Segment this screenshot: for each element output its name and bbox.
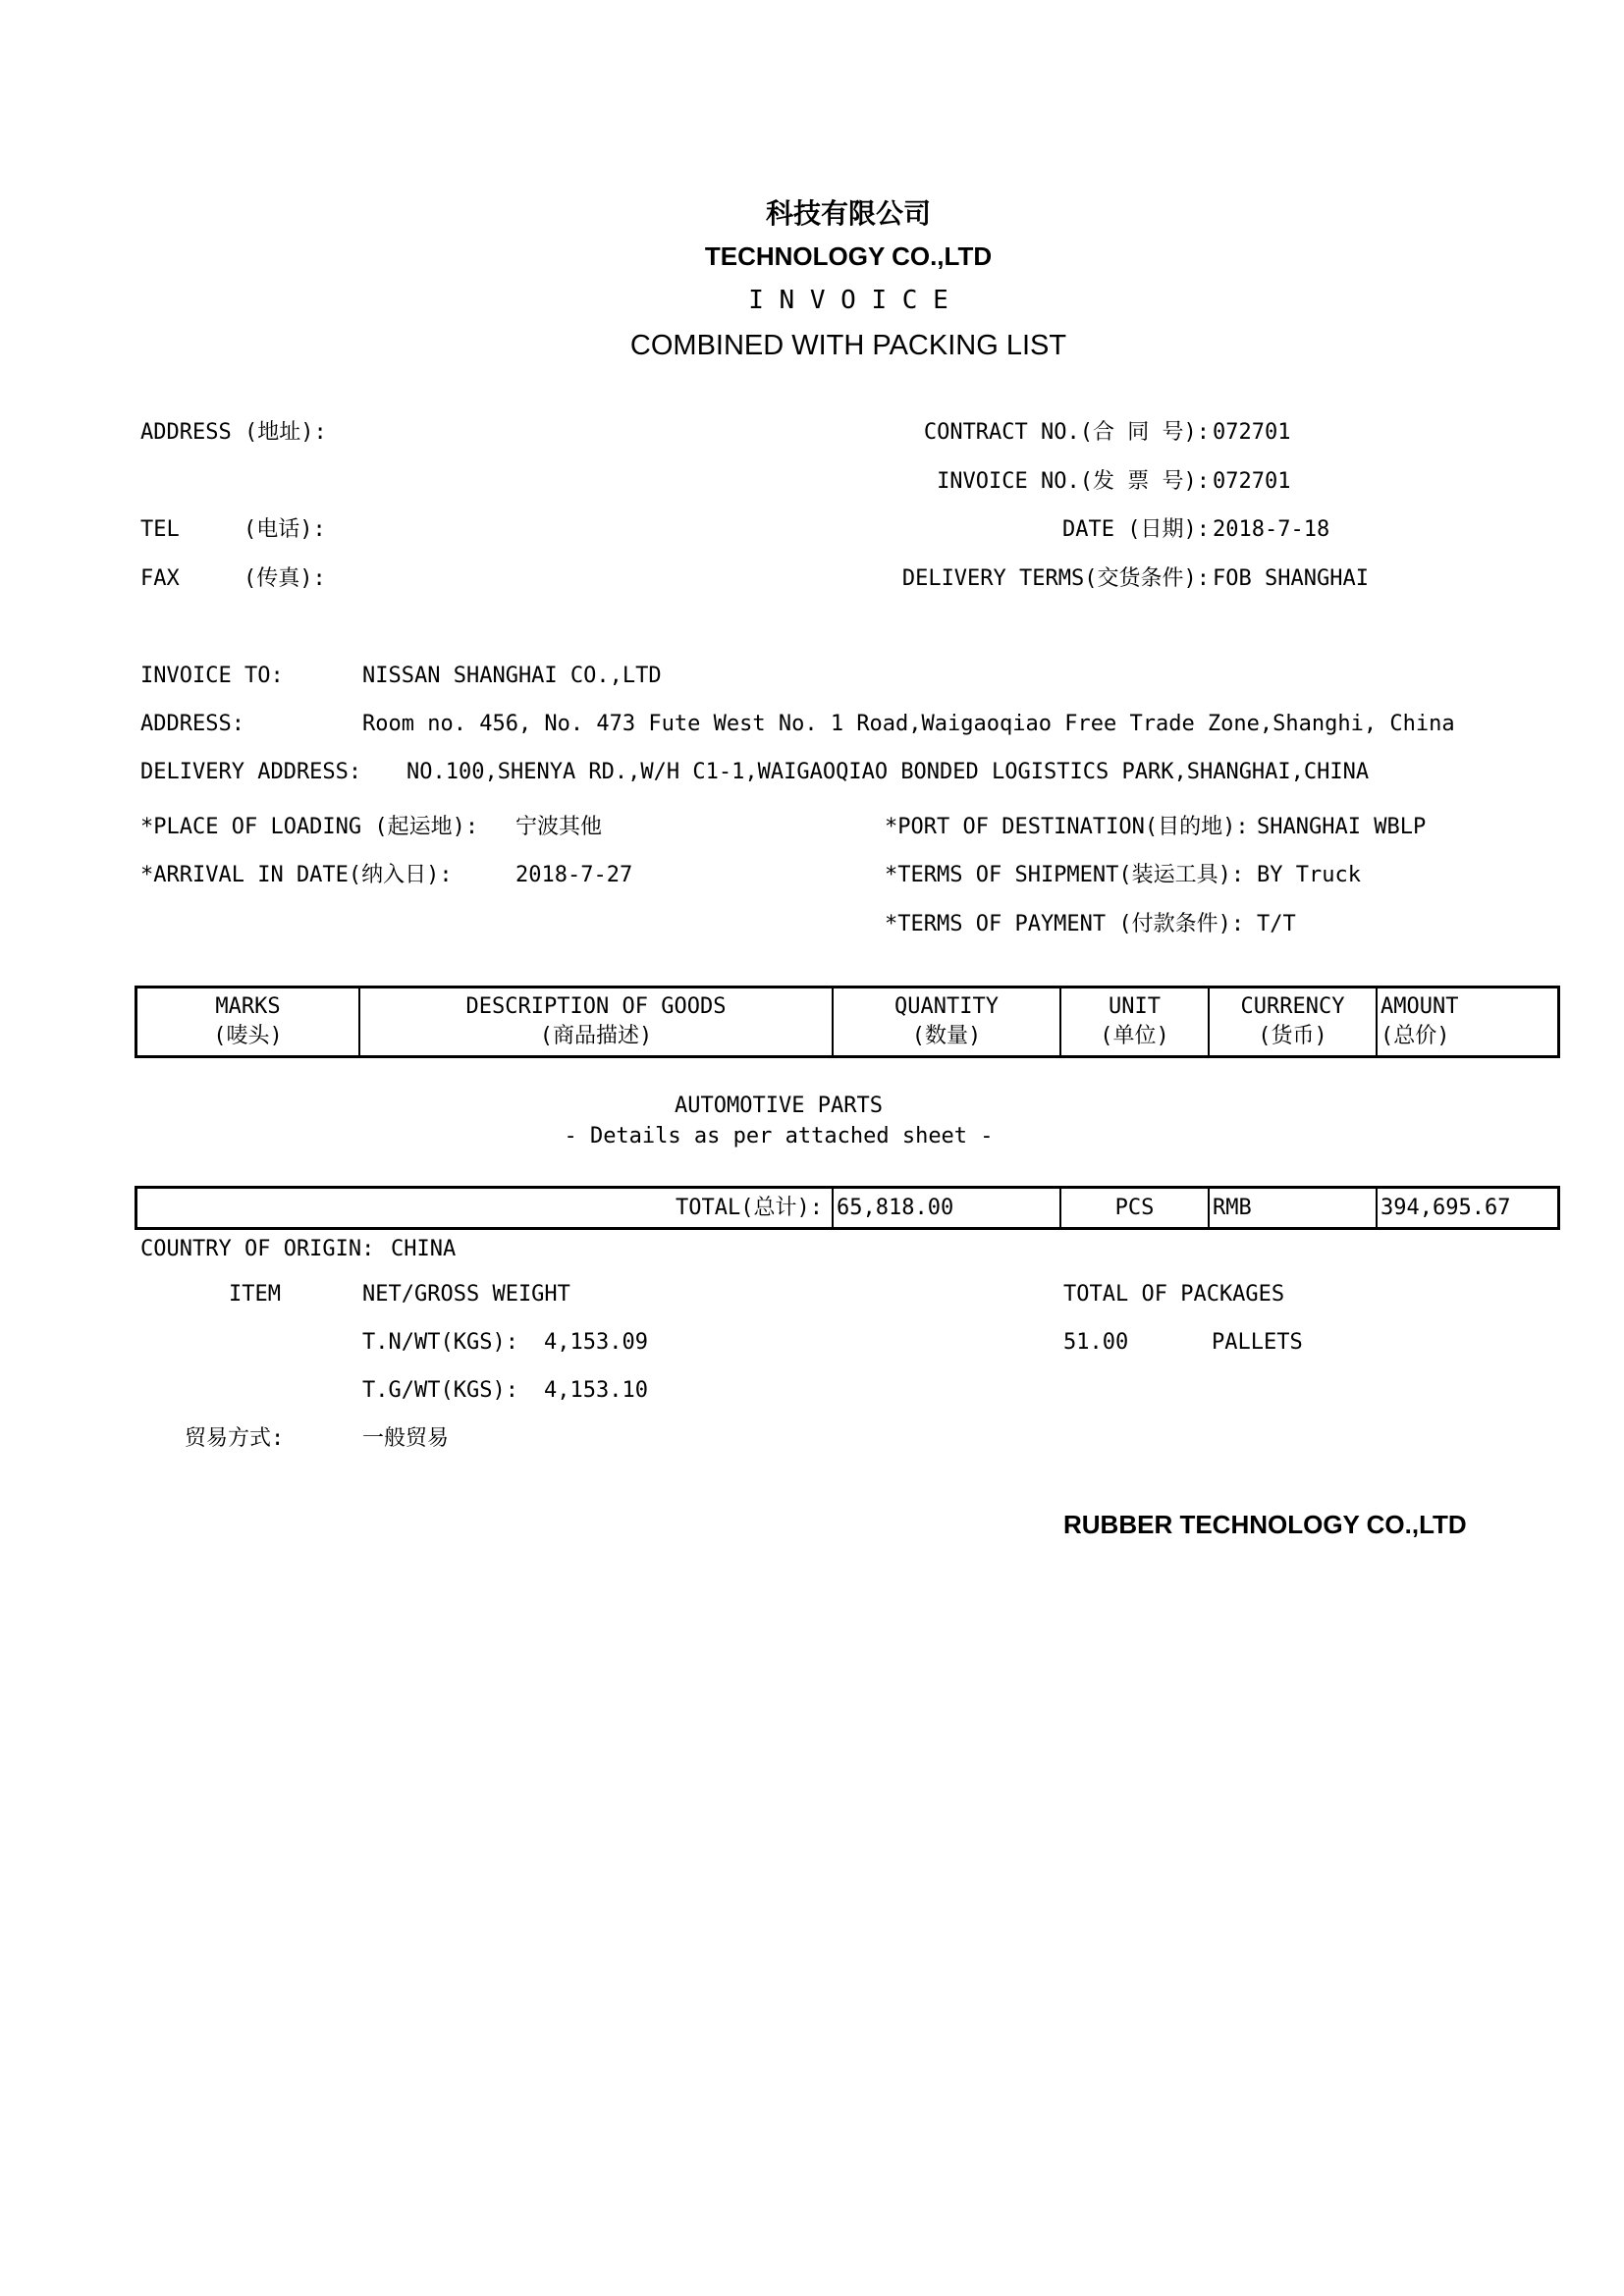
col-description: DESCRIPTION OF GOODS — [465, 994, 727, 1019]
col-amount-cn: (总价) — [1380, 1024, 1450, 1048]
invoice-to-label: INVOICE TO: — [140, 664, 284, 688]
country-origin-label: COUNTRY OF ORIGIN: — [140, 1237, 375, 1261]
total-label: TOTAL(总计): — [676, 1196, 823, 1220]
col-quantity: QUANTITY — [894, 994, 999, 1019]
net-weight-label: T.N/WT(KGS): — [362, 1330, 518, 1355]
total-amount: 394,695.67 — [1380, 1196, 1511, 1220]
country-origin-value: CHINA — [391, 1237, 457, 1261]
delivery-terms-label: DELIVERY TERMS(交货条件): — [901, 566, 1210, 591]
consignee-address-value: Room no. 456, No. 473 Fute West No. 1 Road,Waigaoqiao Free Trade Zone,Shanghi, China — [362, 712, 1455, 736]
delivery-terms-value: FOB SHANGHAI — [1213, 566, 1369, 591]
col-description-cn: (商品描述) — [539, 1024, 653, 1048]
date-label: DATE (日期): — [1062, 517, 1210, 542]
net-gross-weight-label: NET/GROSS WEIGHT — [362, 1282, 570, 1307]
trade-mode-value: 一般贸易 — [362, 1426, 450, 1451]
delivery-address-value: NO.100,SHENYA RD.,W/H C1-1,WAIGAOQIAO BONDED LOGISTICS PARK,SHANGHAI,CHINA — [406, 760, 1370, 784]
item-label: ITEM — [229, 1282, 281, 1307]
delivery-address-label: DELIVERY ADDRESS: — [140, 760, 362, 784]
col-unit: UNIT — [1109, 994, 1161, 1019]
invoice-no-label: INVOICE NO.(发 票 号): — [937, 469, 1210, 494]
fax-label: FAX — [140, 566, 180, 591]
gross-weight-label: T.G/WT(KGS): — [362, 1378, 518, 1403]
total-packages-label: TOTAL OF PACKAGES — [1063, 1282, 1285, 1307]
goods-details-note: - Details as per attached sheet - — [564, 1124, 994, 1148]
total-packages-unit: PALLETS — [1212, 1330, 1303, 1355]
table-header — [135, 986, 1560, 1058]
total-packages-value: 51.00 — [1063, 1330, 1129, 1355]
address-label: ADDRESS (地址): — [140, 420, 327, 445]
tel-label-cn: (电话): — [244, 517, 326, 542]
arrival-date-value: 2018-7-27 — [515, 863, 633, 887]
contract-no-value: 072701 — [1213, 420, 1291, 445]
fax-label-cn: (传真): — [244, 566, 326, 591]
invoice-to-value: NISSAN SHANGHAI CO.,LTD — [362, 664, 662, 688]
col-marks-cn: (唛头) — [213, 1024, 283, 1048]
trade-mode-label: 贸易方式: — [185, 1426, 285, 1451]
total-quantity: 65,818.00 — [837, 1196, 954, 1220]
document-subtitle: COMBINED WITH PACKING LIST — [629, 330, 1067, 361]
total-row — [135, 1186, 1560, 1230]
signature-company: RUBBER TECHNOLOGY CO.,LTD — [1063, 1510, 1467, 1539]
contract-no-label: CONTRACT NO.(合 同 号): — [923, 420, 1210, 445]
col-amount: AMOUNT — [1380, 994, 1459, 1019]
col-currency: CURRENCY — [1240, 994, 1345, 1019]
col-quantity-cn: (数量) — [911, 1024, 982, 1048]
port-destination-value: SHANGHAI WBLP — [1257, 815, 1427, 839]
col-currency-cn: (货币) — [1258, 1024, 1327, 1048]
col-marks: MARKS — [215, 994, 281, 1019]
terms-payment-label: *TERMS OF PAYMENT (付款条件): — [885, 912, 1245, 936]
port-destination-label: *PORT OF DESTINATION(目的地): — [885, 815, 1249, 839]
consignee-address-label: ADDRESS: — [140, 712, 244, 736]
total-unit: PCS — [1114, 1196, 1155, 1220]
arrival-date-label: *ARRIVAL IN DATE(纳入日): — [140, 863, 453, 887]
company-name-cn: 科技有限公司 — [765, 198, 932, 229]
terms-shipment-label: *TERMS OF SHIPMENT(装运工具): — [885, 863, 1245, 887]
invoice-no-value: 072701 — [1213, 469, 1291, 494]
col-unit-cn: (单位) — [1100, 1024, 1169, 1048]
terms-payment-value: T/T — [1257, 912, 1296, 936]
terms-shipment-value: BY Truck — [1257, 863, 1361, 887]
net-weight-value: 4,153.09 — [544, 1330, 648, 1355]
place-of-loading-value: 宁波其他 — [515, 815, 603, 839]
document-title: I N V O I C E — [748, 286, 948, 315]
company-name-en: TECHNOLOGY CO.,LTD — [704, 241, 993, 271]
tel-label: TEL — [140, 517, 180, 542]
gross-weight-value: 4,153.10 — [544, 1378, 648, 1403]
place-of-loading-label: *PLACE OF LOADING (起运地): — [140, 815, 479, 839]
date-value: 2018-7-18 — [1213, 517, 1330, 542]
total-currency: RMB — [1213, 1196, 1252, 1220]
goods-name: AUTOMOTIVE PARTS — [675, 1094, 883, 1118]
